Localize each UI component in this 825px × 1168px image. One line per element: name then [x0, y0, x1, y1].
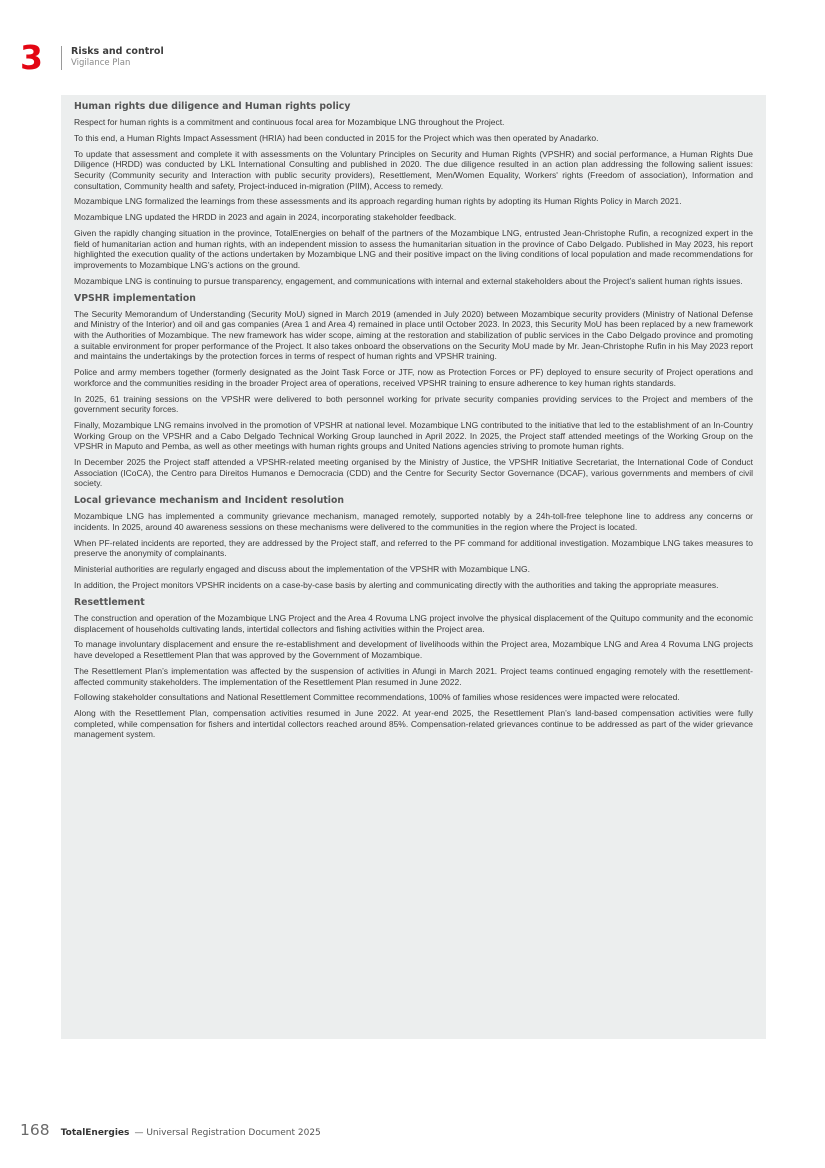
- paragraph: To this end, a Human Rights Impact Assessment (HRIA) had been conducted in 2015 for the Project which was then operated by Anadarko.: [74, 132, 599, 143]
- content-section: [74, 596, 753, 740]
- section-title: Risks and control: [71, 46, 164, 57]
- paragraph: Respect for human rights is a commitment and continuous focal area for Mozambique LNG throughout the Project.: [74, 117, 505, 127]
- paragraph: When PF-related incidents are reported, they are addressed by the Project staff, and referred to the PF command for additional investigation. Mozambique LNG takes measures to preserve the anonymity of complainants.: [74, 537, 753, 559]
- chapter-number: 3: [20, 38, 43, 77]
- footer-brand: TotalEnergies: [60, 1128, 130, 1138]
- paragraph: The Security Memorandum of Understanding (Security MoU) signed in March 2019 (amended in July 2020) between Mozambique security providers (Ministry of National Defense and Ministry of the Interior) and oil and gas companies (Area 1 and Area 4) remained in place until October 2023. In 2023, this Security MoU has been replaced by a new framework with the Authorities of Mozambique. The new framework has wider scope, aiming at the restoration and stabilization of public services in the Cabo Delgado province and promoting a suitable environment for proper performance of the Project. It also takes onboard the observations on the Security MoU made by Mr. Jean-Christophe Rufin in his May 2023 report and maintains the undertakings by the protection forces in terms of respect of human rights and VPSHR training.: [74, 308, 753, 362]
- section-subtitle: Vigilance Plan: [71, 58, 131, 68]
- paragraph: Mozambique LNG formalized the learnings from these assessments and its approach regarding human rights by adopting its Human Rights Policy in March 2021.: [74, 196, 682, 207]
- section-heading: Human rights due diligence and Human rights policy: [74, 101, 351, 112]
- page-footer: [20, 1120, 321, 1144]
- paragraph: To update that assessment and complete it with assessments on the Voluntary Principles on Security and Human Rights (VPSHR) and social performance, a Human Rights Due Diligence (HRDD) was conducted by LKL International Consulting and published in 2020. The due diligence resulted in an action plan addressing the following salient issues: Security (Community security and Interaction with public security providers), Resettlement, Men/Women Equality, Workers' rights (Freedom of association), Information and consultation, Community health and safety, Project-induced in-migration (PIIM), Access to remedy.: [74, 148, 753, 191]
- paragraph: Mozambique LNG updated the HRDD in 2023 and again in 2024, incorporating stakeholder feedback.: [74, 212, 457, 223]
- paragraph: Finally, Mozambique LNG remains involved in the promotion of VPSHR at national level. Mozambique LNG contributed to the initiative that led to the establishment of an In-Country Working Group on the VPSHR and a Cabo Delgado Technical Working Group launched in April 2022. In 2025, the Project staff attended meetings of the Working Group on the VPSHR in Maputo and Pemba, as well as other meetings with human rights groups and United Nations agencies striving to promote human rights.: [74, 420, 753, 452]
- paragraph: The construction and operation of the Mozambique LNG Project and the Area 4 Rovuma LNG project involve the physical displacement of the Quitupo community and the economic displacement of households cultivating lands, intertidal collectors and fishing activities within the Project area.: [74, 612, 753, 634]
- footer-document-title: — Universal Registration Document 2025: [134, 1128, 321, 1138]
- paragraph: In addition, the Project monitors VPSHR incidents on a case-by-case basis by alerting and communicating directly with the authorities and taking the appropriate measures.: [74, 580, 719, 591]
- content-section: [74, 494, 753, 590]
- section-heading: Local grievance mechanism and Incident resolution: [74, 495, 344, 507]
- paragraph: Following stakeholder consultations and National Resettlement Committee recommendations, 100% of families whose residences were impacted were relocated.: [74, 692, 680, 703]
- section-heading: VPSHR implementation: [74, 292, 196, 304]
- header-divider: [61, 46, 62, 70]
- paragraph: In 2025, 61 training sessions on the VPSHR were delivered to both personnel working for private security companies providing services to the Project and members of the government security forces.: [74, 393, 753, 415]
- content-section: [74, 292, 753, 489]
- page-number: 168: [20, 1121, 50, 1139]
- paragraph: Given the rapidly changing situation in the province, TotalEnergies on behalf of the partners of the Mozambique LNG, entrusted Jean-Christophe Rufin, a recognized expert in the field of humanitarian action and human rights, with an independent mission to assess the humanitarian situation in the province of Cabo Delgado. Published in May 2023, his report highlighted the execution quality of the actions undertaken by Mozambique LNG and their positive impact on the living conditions of local population and made recommendations for improvements to Mozambique LNG’s actions on the ground.: [74, 228, 753, 271]
- paragraph: Mozambique LNG is continuing to pursue transparency, engagement, and communications with internal and external stakeholders about the Project’s salient human rights issues.: [74, 275, 743, 286]
- paragraph: Police and army members together (formerly designated as the Joint Task Force or JTF, now as Protection Forces or PF) deployed to ensure security of Project operations and workforce and the communities residing in the broader Project area of operations, received VPSHR training to ensure adherence to key human rights standards.: [74, 367, 753, 388]
- content-section: [74, 100, 753, 287]
- paragraph: Ministerial authorities are regularly engaged and discuss about the implementation of the VPSHR with Mozambique LNG.: [74, 564, 530, 575]
- section-heading: Resettlement: [74, 596, 145, 608]
- paragraph: In December 2025 the Project staff attended a VPSHR-related meeting organised by the Ministry of Justice, the VPSHR Initiative Secretariat, the International Code of Conduct Association (ICoCA), the Centro para Direitos Humanos e Democracia (CDD) and the Centre for Security Sector Governance (DCAF), various governments and members of civil society.: [74, 457, 753, 489]
- paragraph: Mozambique LNG has implemented a community grievance mechanism, managed remotely, supported notably by a 24h-toll-free telephone line to address any concerns or incidents. In 2025, around 40 awareness sessions on these mechanisms were delivered to the communities in the region where the Project is located.: [74, 511, 753, 532]
- paragraph: Along with the Resettlement Plan, compensation activities resumed in June 2022. At year-end 2025, the Resettlement Plan’s land-based compensation activities were fully completed, while compensation for fishers and intertidal collectors reached around 85%. Compensation-related grievances continue to be addressed as part of the wider grievance management system.: [74, 708, 753, 740]
- paragraph: The Resettlement Plan’s implementation was affected by the suspension of activities in Afungi in March 2021. Project teams continued engaging remotely with the resettlement-affected community stakeholders. The implementation of the Resettlement Plan resumed in June 2022.: [74, 665, 753, 687]
- content-panel: [61, 95, 766, 1039]
- paragraph: To manage involuntary displacement and ensure the re-establishment and development of livelihoods within the Project area, Mozambique LNG and Area 4 Rovuma LNG projects have developed a Resettlement Plan that was approved by the Government of Mozambique.: [74, 639, 753, 661]
